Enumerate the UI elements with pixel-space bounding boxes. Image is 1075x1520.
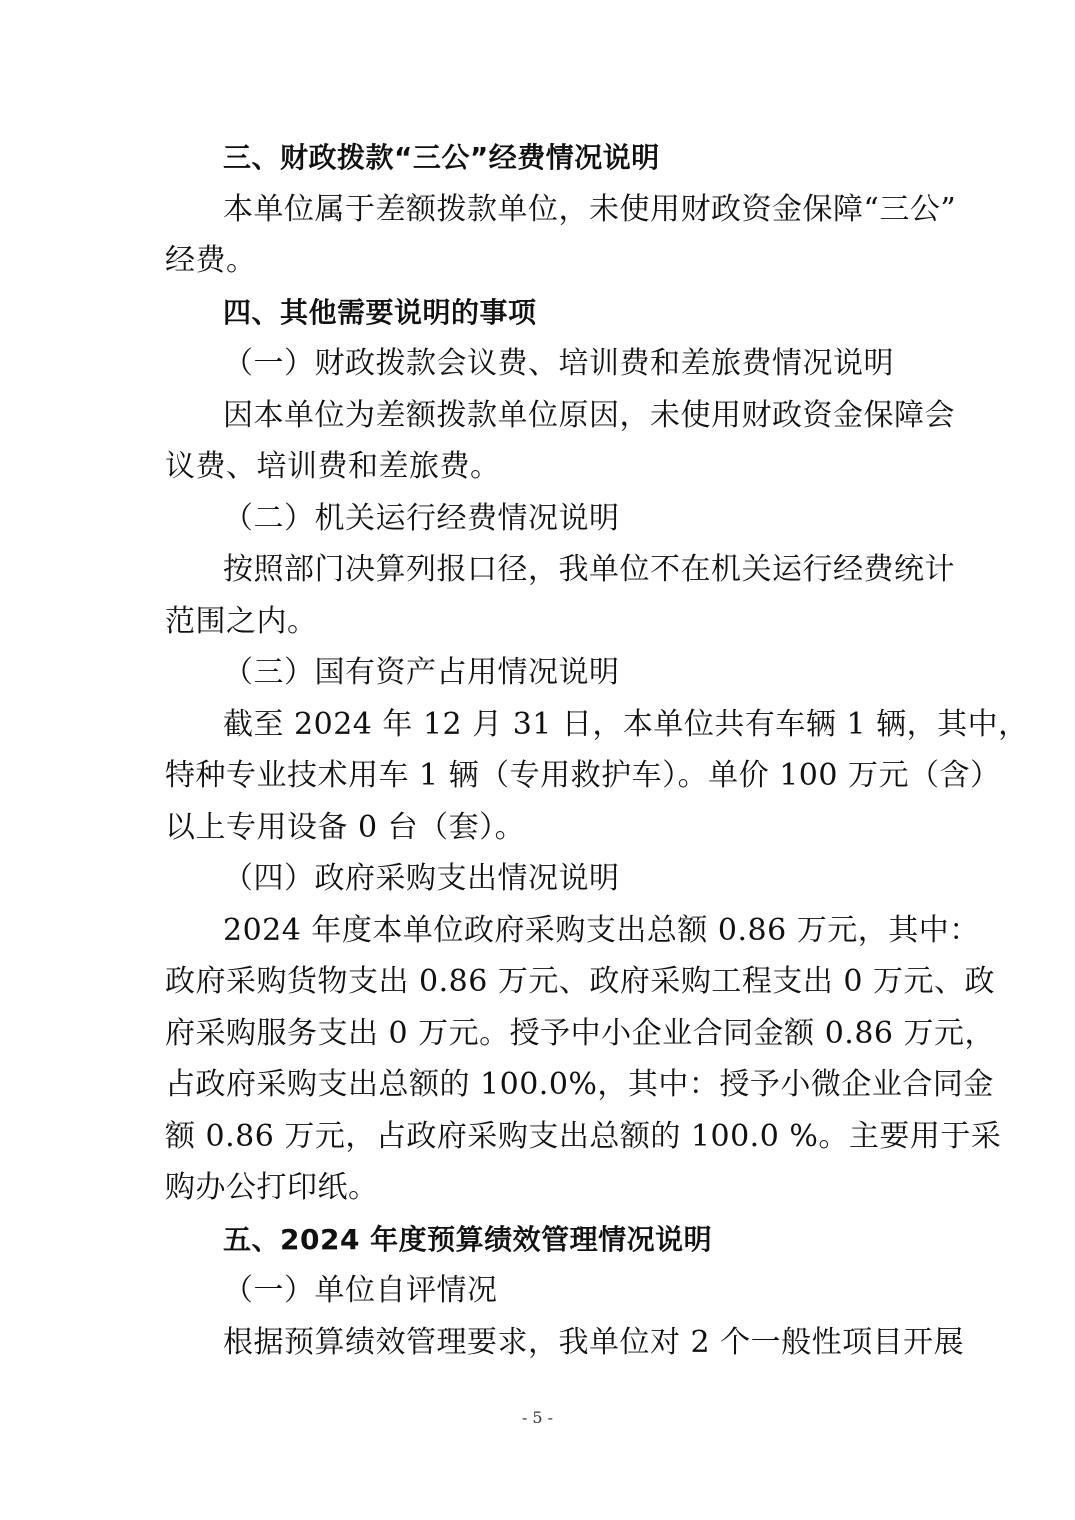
- body-text-line: （三）国有资产占用情况说明: [223, 655, 620, 690]
- body-text-line: 范围之内。: [165, 603, 318, 639]
- body-text-line: （二）机关运行经费情况说明: [223, 500, 620, 536]
- body-text-line: 额 0.86 万元，占政府采购支出总额的 100.0 %。主要用于采: [165, 1118, 1002, 1154]
- document-body: [165, 132, 1029, 1368]
- body-text-line: （一）单位自评情况: [223, 1273, 498, 1308]
- section-heading: 四、其他需要说明的事项: [223, 295, 537, 329]
- page-number: - 5 -: [521, 1408, 554, 1427]
- body-text-line: 根据预算绩效管理要求，我单位对 2 个一般性项目开展: [223, 1324, 965, 1360]
- body-text-line: 经费。: [165, 243, 257, 278]
- body-text-line: 按照部门决算列报口径，我单位不在机关运行经费统计: [223, 552, 955, 587]
- body-text-line: 府采购服务支出 0 万元。授予中小企业合同金额 0.86 万元，: [165, 1015, 996, 1051]
- body-text-line: 特种专业技术用车 1 辆（专用救护车）。单价 100 万元（含）: [165, 758, 1001, 793]
- body-text-line: 本单位属于差额拨款单位，未使用财政资金保障“三公”: [223, 191, 957, 227]
- body-text-line: 购办公打印纸。: [165, 1170, 379, 1205]
- body-text-line: 政府采购货物支出 0.86 万元、政府采购工程支出 0 万元、政: [165, 964, 996, 999]
- body-text-line: 截至 2024 年 12 月 31 日，本单位共有车辆 1 辆，其中，: [223, 706, 1029, 742]
- section-heading: 三、财政拨款“三公”经费情况说明: [223, 141, 660, 174]
- body-text-line: （一）财政拨款会议费、培训费和差旅费情况说明: [223, 346, 894, 381]
- body-text-line: 占政府采购支出总额的 100.0%，其中：授予小微企业合同金: [165, 1067, 994, 1102]
- body-text-line: 议费、培训费和差旅费。: [165, 449, 501, 484]
- section-heading: 五、2024 年度预算绩效管理情况说明: [223, 1222, 713, 1256]
- body-text-line: （四）政府采购支出情况说明: [223, 861, 620, 896]
- body-text-line: 以上专用设备 0 台（套）。: [165, 809, 526, 845]
- body-text-line: 因本单位为差额拨款单位原因，未使用财政资金保障会: [223, 397, 955, 433]
- body-text-line: 2024 年度本单位政府采购支出总额 0.86 万元，其中：: [223, 912, 980, 948]
